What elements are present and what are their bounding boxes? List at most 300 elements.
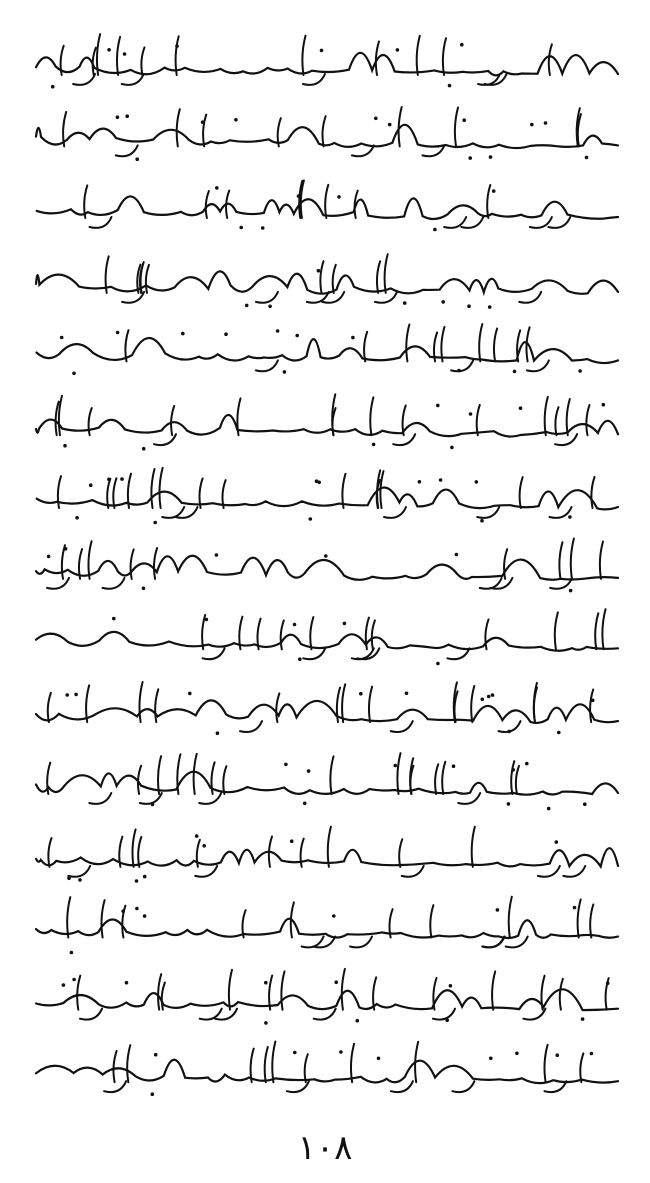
letter-stem xyxy=(127,1045,130,1082)
diacritic-dot xyxy=(388,123,392,127)
diacritic-dot xyxy=(396,48,400,52)
diacritic-dot xyxy=(394,764,398,768)
diacritic-dot xyxy=(557,731,561,735)
manuscript-line xyxy=(28,1036,626,1106)
diacritic-dot xyxy=(324,554,328,558)
letter-stem xyxy=(578,900,581,938)
letter-tail xyxy=(199,793,221,804)
diacritic-dot xyxy=(515,1052,519,1056)
handwriting-strokes xyxy=(28,244,626,314)
diacritic-dot xyxy=(268,305,272,309)
diacritic-dot xyxy=(234,118,238,122)
letter-stem xyxy=(406,325,409,362)
handwriting-strokes xyxy=(28,460,626,530)
letter-tail xyxy=(555,434,577,445)
letter-stem xyxy=(479,324,482,361)
diacritic-dot xyxy=(123,52,127,56)
diacritic-dot xyxy=(573,906,577,910)
letter-stem xyxy=(67,897,70,937)
diacritic-dot xyxy=(544,121,548,125)
letter-stem xyxy=(342,474,345,508)
diacritic-dot xyxy=(578,369,582,373)
diacritic-dot xyxy=(339,1050,343,1054)
letter-tail xyxy=(314,1009,336,1020)
diacritic-dot xyxy=(489,155,493,159)
diacritic-dot xyxy=(261,226,265,230)
manuscript-line xyxy=(28,820,626,890)
letter-tail xyxy=(103,578,125,589)
letter-stem xyxy=(364,332,367,362)
letter-tail xyxy=(200,1009,222,1020)
letter-tail xyxy=(90,217,112,228)
diacritic-dot xyxy=(511,768,515,772)
letter-tail xyxy=(391,721,413,732)
diacritic-dot xyxy=(487,695,491,699)
letter-stem xyxy=(397,753,400,794)
diacritic-dot xyxy=(67,877,71,881)
manuscript-line xyxy=(28,964,626,1034)
letter-tail xyxy=(162,507,184,518)
diacritic-dot xyxy=(441,300,445,304)
letter-stem xyxy=(430,905,433,937)
diacritic-dot xyxy=(215,186,219,190)
diacritic-dot xyxy=(519,406,523,410)
handwriting-strokes xyxy=(28,388,626,458)
diacritic-dot xyxy=(175,44,179,48)
diacritic-dot xyxy=(433,228,437,232)
manuscript-line xyxy=(28,316,626,386)
letter-stem xyxy=(89,408,92,435)
diacritic-dot xyxy=(264,981,268,985)
diacritic-dot xyxy=(89,483,93,487)
diacritic-dot xyxy=(202,844,206,848)
letter-tail xyxy=(433,1009,455,1020)
letter-tail xyxy=(402,866,424,877)
letter-tail xyxy=(444,217,466,228)
letter-stem xyxy=(322,116,325,146)
diacritic-dot xyxy=(116,115,120,119)
diacritic-dot xyxy=(135,157,139,161)
diacritic-dot xyxy=(418,480,422,484)
letter-tail xyxy=(203,648,225,659)
handwriting-strokes xyxy=(28,604,626,674)
handwriting-stroke xyxy=(36,700,618,723)
diacritic-dot xyxy=(455,553,459,557)
diacritic-dot xyxy=(151,803,155,807)
letter-tail xyxy=(122,74,144,85)
manuscript-line xyxy=(28,28,626,98)
diacritic-dot xyxy=(51,85,55,89)
diacritic-dot xyxy=(488,305,492,309)
handwriting-stroke xyxy=(36,556,618,580)
diacritic-dot xyxy=(224,332,228,336)
diacritic-dot xyxy=(436,662,440,666)
diacritic-dot xyxy=(581,1017,585,1021)
letter-stem xyxy=(555,407,558,435)
letter-tail xyxy=(384,507,406,518)
manuscript-line xyxy=(28,676,626,746)
diacritic-dot xyxy=(467,304,471,308)
letter-stem xyxy=(302,36,305,75)
letter-stem xyxy=(132,829,135,867)
diacritic-dot xyxy=(480,519,484,523)
letter-stem xyxy=(159,468,162,508)
diacritic-dot xyxy=(403,301,407,305)
diacritic-dot xyxy=(74,693,78,697)
diacritic-dot xyxy=(142,447,146,451)
diacritic-dot xyxy=(293,623,297,627)
letter-stem xyxy=(433,978,436,1010)
letter-tail xyxy=(350,937,372,948)
diacritic-dot xyxy=(216,731,220,735)
letter-stem xyxy=(325,185,328,218)
diacritic-dot xyxy=(332,914,336,918)
diacritic-dot xyxy=(585,156,589,160)
letter-tail xyxy=(303,74,325,85)
manuscript-line xyxy=(28,532,626,602)
letter-stem xyxy=(146,265,149,293)
diacritic-dot xyxy=(449,984,453,988)
letter-stem xyxy=(372,620,375,649)
diacritic-dot xyxy=(334,980,338,984)
diacritic-dot xyxy=(475,480,479,484)
letter-stem xyxy=(351,1044,354,1082)
letter-stem xyxy=(377,261,380,293)
handwriting-stroke xyxy=(36,772,618,795)
letter-stem xyxy=(342,969,345,1010)
letter-stem xyxy=(93,48,96,75)
letter-stem xyxy=(330,756,333,794)
letter-tail xyxy=(240,721,262,732)
diacritic-dot xyxy=(153,521,157,525)
letter-stem xyxy=(472,827,475,867)
letter-stem xyxy=(511,761,514,794)
letter-stem xyxy=(310,617,313,649)
letter-stem xyxy=(62,545,65,579)
letter-tail xyxy=(452,1081,474,1092)
diacritic-dot xyxy=(372,443,376,447)
letter-stem xyxy=(435,764,438,794)
diacritic-dot xyxy=(555,840,559,844)
diacritic-dot xyxy=(47,555,51,559)
letter-stem xyxy=(485,619,488,649)
manuscript-line xyxy=(28,100,626,170)
letter-tail xyxy=(176,507,198,518)
letter-stem xyxy=(88,541,91,579)
letter-tail xyxy=(538,866,560,877)
diacritic-dot xyxy=(469,412,473,416)
letter-stem xyxy=(269,976,272,1010)
diacritic-dot xyxy=(125,114,129,118)
letter-stem xyxy=(229,970,232,1010)
handwriting-stroke xyxy=(36,271,618,293)
diacritic-dot xyxy=(460,43,464,47)
manuscript-line xyxy=(28,748,626,818)
diacritic-dot xyxy=(507,730,511,734)
letter-stem xyxy=(549,44,552,75)
letter-tail xyxy=(550,507,572,518)
diacritic-dot xyxy=(65,693,69,697)
diacritic-dot xyxy=(112,617,116,621)
letter-stem xyxy=(455,108,458,147)
letter-stem xyxy=(171,406,174,435)
diacritic-dot xyxy=(513,370,517,374)
diacritic-dot xyxy=(556,1053,560,1057)
diacritic-dot xyxy=(583,802,587,806)
letter-stem xyxy=(177,109,180,146)
diacritic-dot xyxy=(201,120,205,124)
letter-stem xyxy=(516,766,519,794)
letter-tail xyxy=(47,578,69,589)
letter-stem xyxy=(272,1042,275,1083)
diacritic-dot xyxy=(107,48,111,52)
letter-stem xyxy=(117,37,120,75)
letter-stem xyxy=(251,1049,254,1083)
diacritic-dot xyxy=(125,981,129,985)
diacritic-dot xyxy=(606,981,610,985)
letter-stem xyxy=(138,766,141,794)
diacritic-dot xyxy=(293,1051,297,1055)
letter-stem xyxy=(595,613,598,649)
diacritic-dot xyxy=(602,403,606,407)
letter-stem xyxy=(571,539,574,579)
handwriting-stroke xyxy=(37,338,619,363)
letter-tail xyxy=(563,866,585,877)
letter-stem xyxy=(107,479,110,508)
letter-stem xyxy=(154,548,157,579)
letter-stem xyxy=(369,687,372,722)
diacritic-dot xyxy=(489,1057,493,1061)
diacritic-dot xyxy=(143,914,147,918)
diacritic-dot xyxy=(356,1019,360,1023)
diacritic-dot xyxy=(462,118,466,122)
manuscript-line xyxy=(28,892,626,962)
diacritic-dot xyxy=(70,951,74,955)
handwriting-strokes xyxy=(28,1036,626,1106)
letter-stem xyxy=(492,971,495,1009)
diacritic-dot xyxy=(448,84,452,88)
diacritic-dot xyxy=(445,1018,449,1022)
diacritic-dot xyxy=(284,763,288,767)
manuscript-line xyxy=(28,460,626,530)
letter-stem xyxy=(223,766,226,794)
letter-stem xyxy=(48,693,51,722)
letter-stem xyxy=(555,612,558,649)
diacritic-dot xyxy=(309,517,313,521)
diacritic-dot xyxy=(181,332,185,336)
diacritic-dot xyxy=(468,156,472,160)
manuscript-line xyxy=(28,172,626,242)
diacritic-dot xyxy=(135,879,139,883)
diacritic-dot xyxy=(569,589,573,593)
diacritic-dot xyxy=(297,194,301,198)
diacritic-dot xyxy=(568,515,572,519)
letter-tail xyxy=(357,648,379,659)
letter-stem xyxy=(494,329,497,362)
diacritic-dot xyxy=(78,878,82,882)
letter-stem xyxy=(281,621,284,650)
diacritic-dot xyxy=(591,699,595,703)
handwriting-stroke xyxy=(36,1060,618,1083)
diacritic-dot xyxy=(496,908,500,912)
letter-stem xyxy=(602,609,605,649)
letter-stem xyxy=(560,979,563,1010)
diacritic-dot xyxy=(295,334,299,338)
diacritic-dot xyxy=(343,622,347,626)
diacritic-dot xyxy=(320,49,324,53)
letter-stem xyxy=(177,754,180,794)
letter-stem xyxy=(139,682,142,722)
diacritic-dot xyxy=(72,372,76,376)
letter-stem xyxy=(417,36,420,75)
letter-stem xyxy=(138,837,141,867)
page-number: ١٠٨ xyxy=(297,1128,353,1168)
diacritic-dot xyxy=(481,698,485,702)
handwriting-strokes xyxy=(28,820,626,890)
manuscript-line xyxy=(28,604,626,674)
letter-stem xyxy=(380,471,383,508)
letter-stem xyxy=(342,684,345,722)
letter-tail xyxy=(68,866,90,877)
handwriting-strokes xyxy=(28,172,626,242)
letter-stem xyxy=(504,549,507,579)
diacritic-dot xyxy=(72,978,76,982)
letter-stem xyxy=(131,549,134,579)
handwriting-stroke xyxy=(37,196,618,219)
diacritic-dot xyxy=(120,477,124,481)
handwriting-stroke xyxy=(36,632,618,651)
letter-stem xyxy=(385,254,388,293)
diacritic-dot xyxy=(530,123,534,127)
diacritic-dot xyxy=(75,516,79,520)
letter-stem xyxy=(442,762,445,794)
handwriting-strokes xyxy=(28,748,626,818)
diacritic-dot xyxy=(491,693,495,697)
letter-tail xyxy=(303,648,325,659)
letter-stem xyxy=(113,478,116,508)
handwriting-stroke xyxy=(36,53,618,76)
letter-stem xyxy=(48,838,51,867)
letter-stem xyxy=(600,542,603,579)
letter-tail xyxy=(73,74,95,85)
manuscript-line xyxy=(28,388,626,458)
diacritic-dot xyxy=(359,692,363,696)
letter-stem xyxy=(222,480,225,508)
diacritic-dot xyxy=(283,370,287,374)
diacritic-dot xyxy=(239,226,243,230)
diacritic-dot xyxy=(317,269,321,273)
letter-tail xyxy=(116,145,138,156)
diacritic-dot xyxy=(457,369,461,373)
letter-stem xyxy=(333,265,336,293)
letter-tail xyxy=(527,360,549,371)
diacritic-dot xyxy=(60,336,64,340)
diacritic-dot xyxy=(337,195,341,199)
handwriting-strokes xyxy=(28,892,626,962)
letter-stem xyxy=(520,477,523,508)
diacritic-dot xyxy=(492,189,496,193)
diacritic-dot xyxy=(121,909,125,913)
diacritic-dot xyxy=(317,481,321,485)
diacritic-dot xyxy=(205,618,209,622)
diacritic-dot xyxy=(276,329,280,333)
handwriting-strokes xyxy=(28,676,626,746)
handwriting-stroke xyxy=(36,989,618,1010)
letter-tail xyxy=(451,360,473,371)
handwriting-strokes xyxy=(28,532,626,602)
diacritic-dot xyxy=(264,1021,268,1025)
letter-tail xyxy=(256,292,278,303)
diacritic-dot xyxy=(143,875,147,879)
letter-tail xyxy=(89,793,111,804)
diacritic-dot xyxy=(507,802,511,806)
diacritic-dot xyxy=(142,587,146,591)
letter-stem xyxy=(158,756,161,794)
letter-stem xyxy=(441,327,444,362)
letter-stem xyxy=(487,185,490,218)
diacritic-dot xyxy=(151,1092,155,1096)
diacritic-dot xyxy=(298,657,302,661)
letter-stem xyxy=(194,754,197,794)
diacritic-dot xyxy=(154,1053,158,1057)
letter-stem xyxy=(320,261,323,293)
letter-stem xyxy=(370,397,373,435)
letter-stem xyxy=(471,686,474,722)
letter-stem xyxy=(151,469,154,508)
letter-stem xyxy=(257,619,260,650)
letter-stem xyxy=(509,897,512,938)
diacritic-dot xyxy=(195,834,199,838)
diacritic-dot xyxy=(62,983,66,987)
diacritic-dot xyxy=(107,478,111,482)
handwriting-strokes xyxy=(28,28,626,98)
letter-stem xyxy=(265,1047,268,1082)
diacritic-dot xyxy=(135,907,139,911)
diacritic-dot xyxy=(64,547,68,551)
letter-stem xyxy=(281,971,284,1009)
handwriting-strokes xyxy=(28,100,626,170)
diacritic-dot xyxy=(245,304,249,308)
diacritic-dot xyxy=(307,769,311,773)
diacritic-dot xyxy=(351,336,355,340)
diacritic-dot xyxy=(188,692,192,696)
letter-stem xyxy=(158,974,161,1010)
letter-stem xyxy=(113,1051,116,1082)
handwriting-strokes xyxy=(28,316,626,386)
manuscript-line xyxy=(28,244,626,314)
diacritic-dot xyxy=(439,478,443,482)
diacritic-dot xyxy=(303,802,307,806)
handwriting-stroke xyxy=(36,415,618,437)
letter-stem xyxy=(544,1045,547,1082)
letter-stem xyxy=(141,47,144,75)
letter-stem xyxy=(101,900,104,937)
handwriting-stroke xyxy=(36,125,618,148)
letter-stem xyxy=(545,397,548,435)
diacritic-dot xyxy=(450,446,454,450)
letter-stem xyxy=(580,1053,583,1082)
letter-tail xyxy=(519,292,541,303)
letter-stem xyxy=(477,405,480,435)
letter-stem xyxy=(586,405,589,435)
diacritic-dot xyxy=(525,762,529,766)
handwriting-strokes xyxy=(28,964,626,1034)
letter-stem xyxy=(305,1054,308,1082)
diacritic-dot xyxy=(374,117,378,121)
letter-stem xyxy=(77,976,80,1010)
letter-stem xyxy=(443,38,446,75)
letter-stem xyxy=(203,115,206,147)
